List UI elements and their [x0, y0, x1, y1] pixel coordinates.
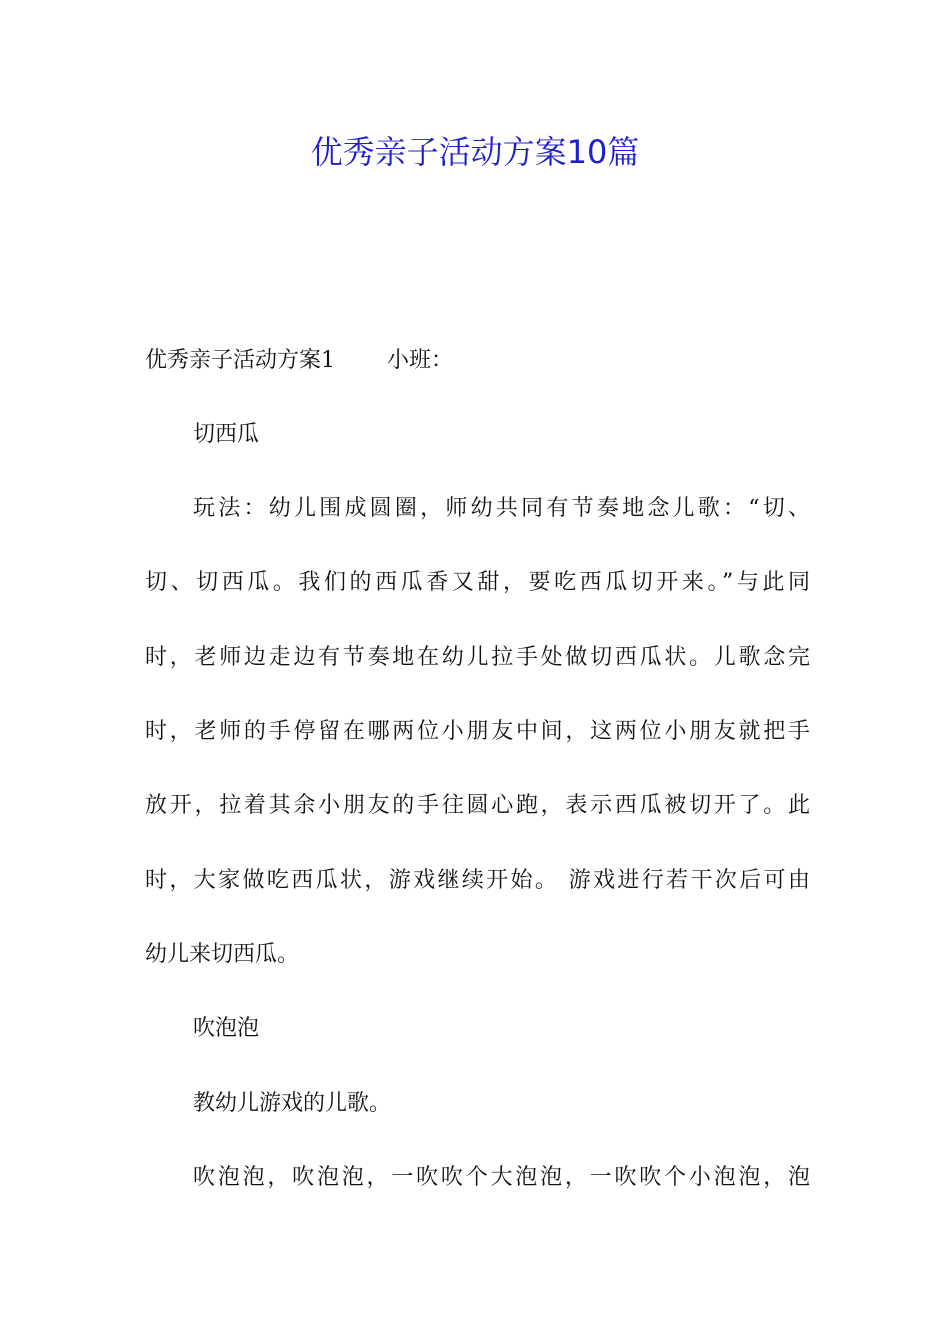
- section-header-line: [145, 344, 810, 378]
- section-title: 优秀亲子活动方案1: [145, 348, 335, 373]
- class-label: 小班：: [387, 348, 454, 373]
- paragraph-line: 时，老师边走边有节奏地在幼儿拉手处做切西瓜状。儿歌念完: [145, 645, 810, 670]
- paragraph-line: 幼儿来切西瓜。: [145, 942, 300, 967]
- paragraph-line: 放开，拉着其余小朋友的手往圆心跑，表示西瓜被切开了。此: [145, 793, 810, 818]
- paragraph-line: 教幼儿游戏的儿歌。: [193, 1091, 392, 1116]
- document-title: 优秀亲子活动方案10篇: [310, 133, 640, 171]
- paragraph-line: 玩法：幼儿围成圆圈，师幼共同有节奏地念儿歌：“切、: [193, 496, 810, 521]
- paragraph-line: 时，老师的手停留在哪两位小朋友中间，这两位小朋友就把手: [145, 719, 810, 744]
- paragraph-line: 吹泡泡，吹泡泡，一吹吹个大泡泡，一吹吹个小泡泡，泡: [193, 1165, 810, 1190]
- subheading-blow-bubbles: 吹泡泡: [193, 1016, 260, 1041]
- paragraph-line: 切、切西瓜。我们的西瓜香又甜，要吃西瓜切开来。”与此同: [145, 570, 810, 595]
- paragraph-line: 时，大家做吃西瓜状，游戏继续开始。 游戏进行若干次后可由: [145, 868, 810, 893]
- subheading-cut-watermelon: 切西瓜: [193, 422, 260, 447]
